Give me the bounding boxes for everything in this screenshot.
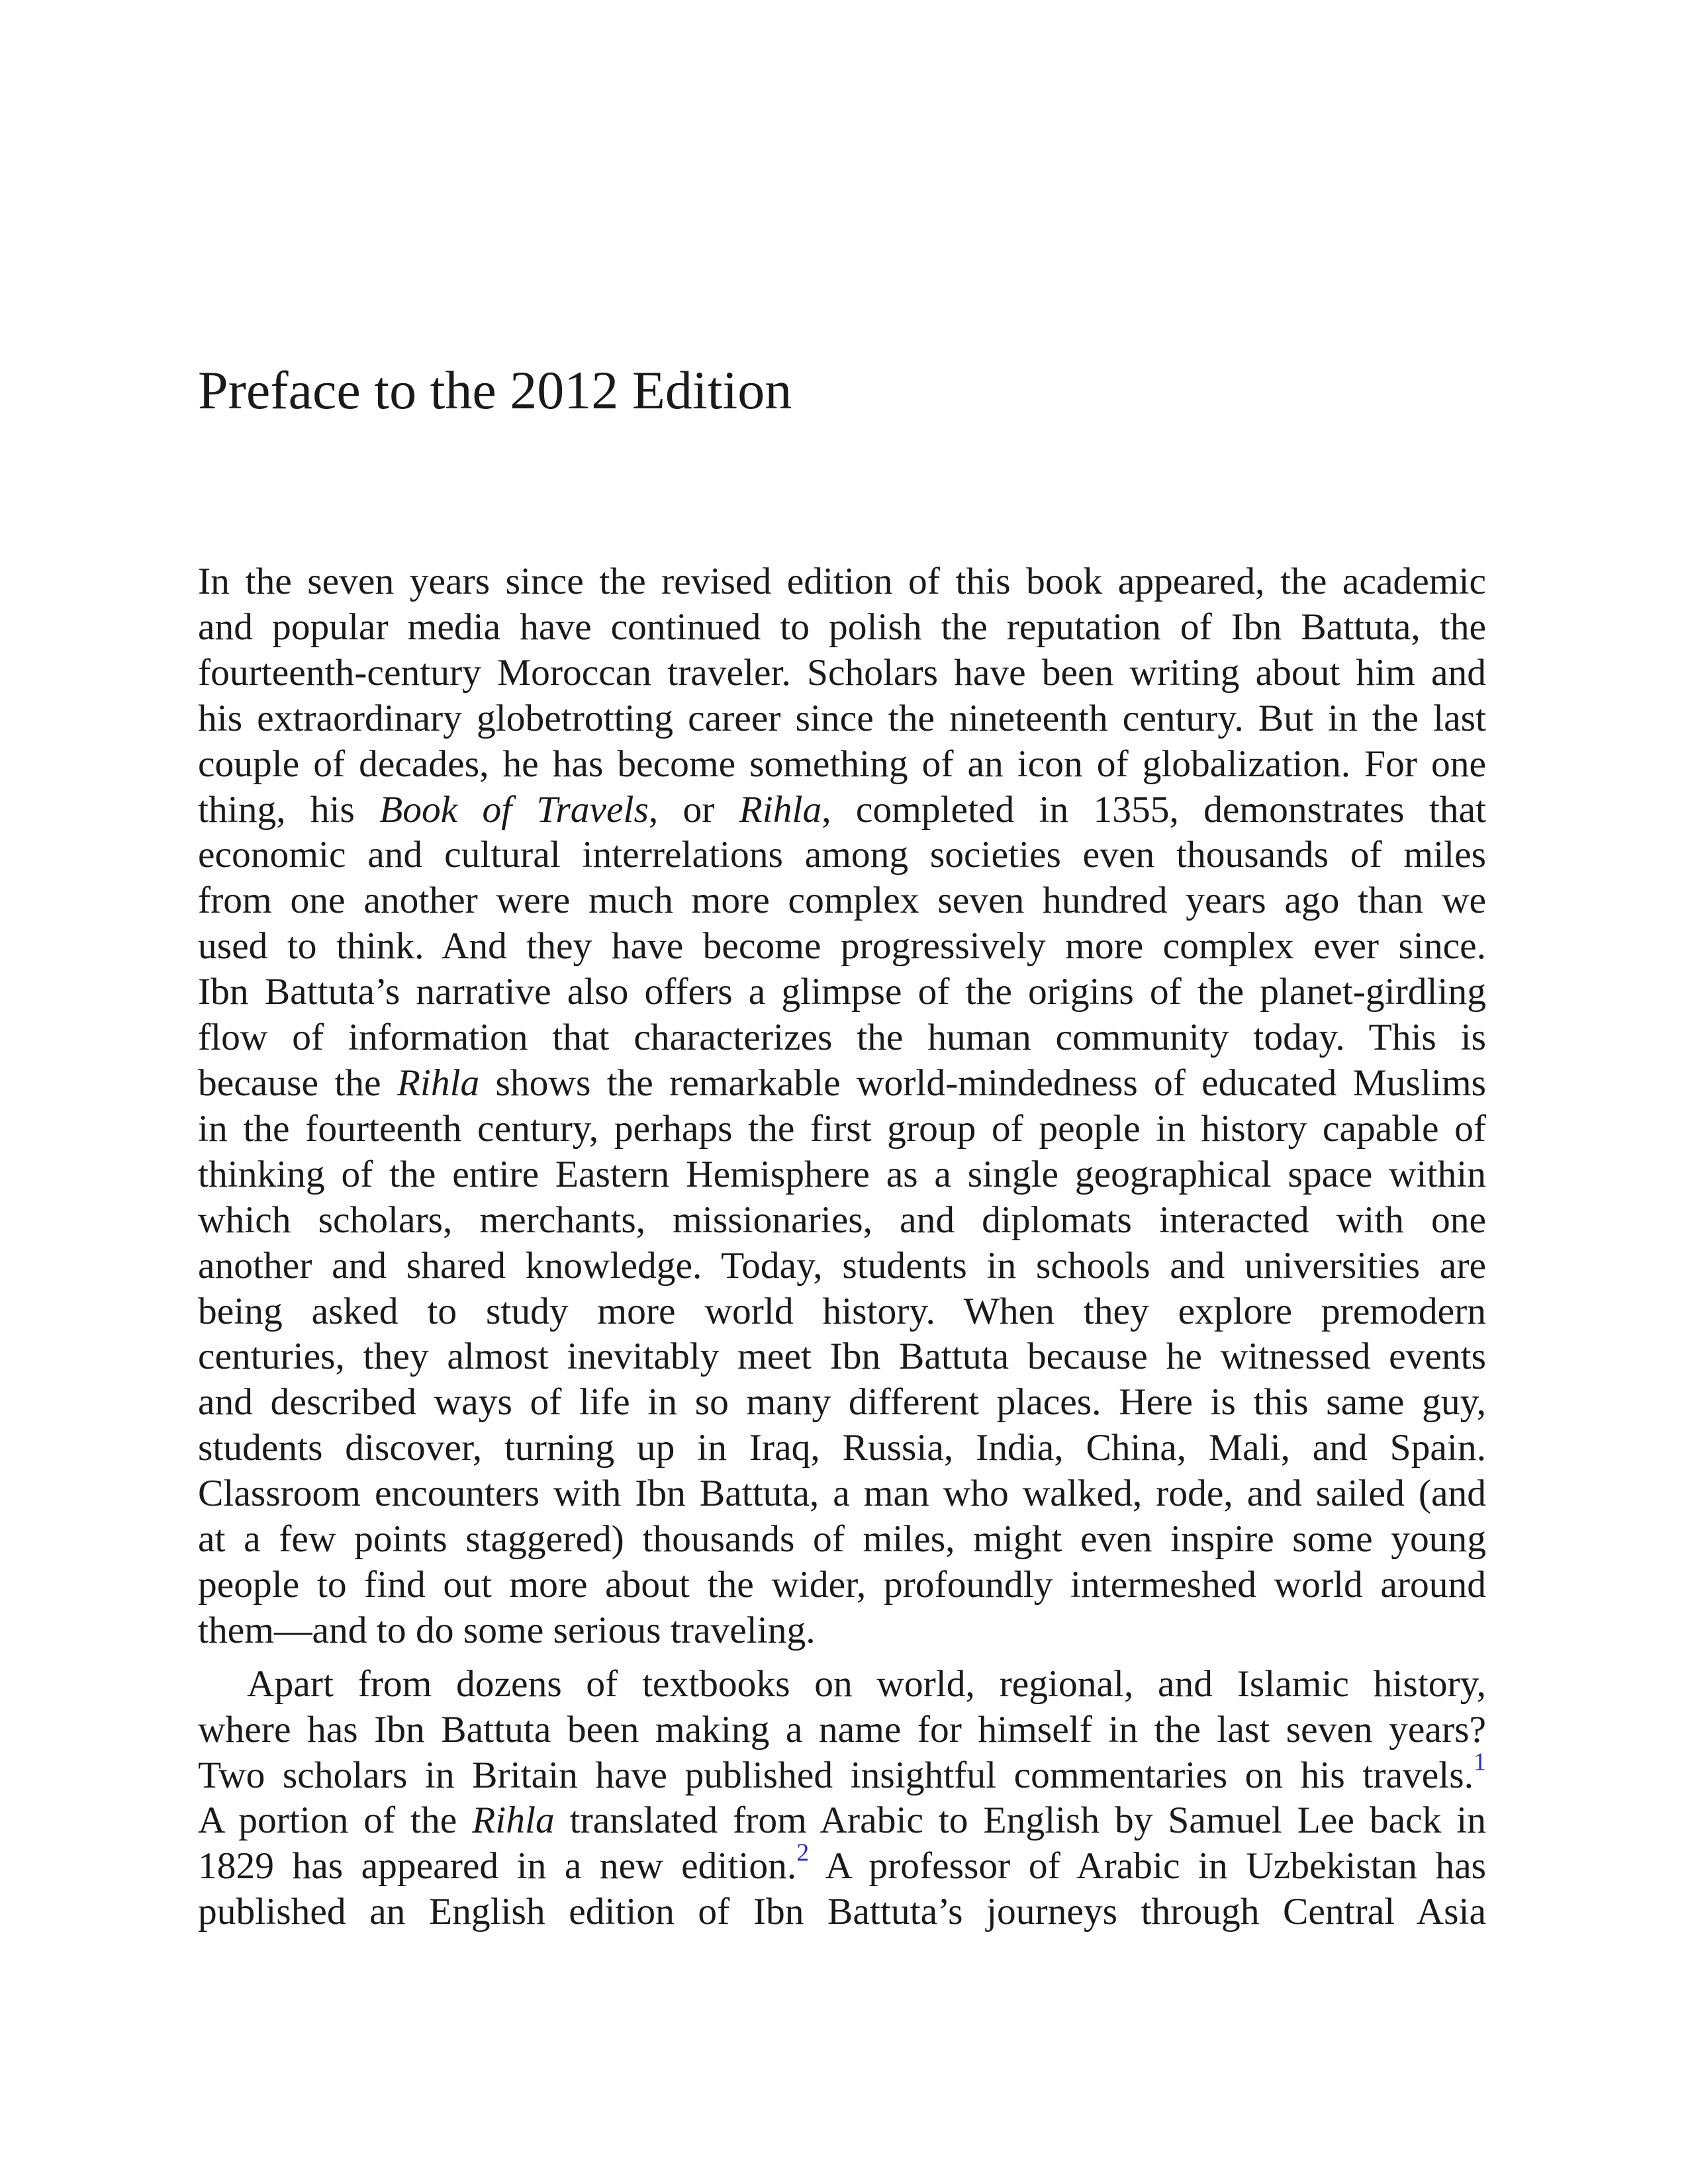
paragraph-1 xyxy=(198,559,1486,1654)
text-line: and described ways of life in so many different places. Here is this same guy, xyxy=(198,1381,1486,1424)
book-title-italic: Rihla xyxy=(739,788,822,831)
paragraph-2 xyxy=(198,1662,1486,1935)
text-line: economic and cultural interrelations among societies even thousands of miles xyxy=(198,834,1486,876)
text-line: them—and to do some serious traveling. xyxy=(198,1609,816,1651)
footnote-ref-1[interactable]: 1 xyxy=(1474,1747,1486,1776)
text-line: fourteenth-century Moroccan traveler. Scholars have been writing about him and xyxy=(198,651,1486,694)
book-title-italic: Rihla xyxy=(472,1799,555,1842)
text-line xyxy=(198,1061,1486,1107)
text-line: another and shared knowledge. Today, students in schools and universities are xyxy=(198,1244,1486,1287)
text-line: Ibn Battuta’s narrative also offers a glimpse of the origins of the planet-girdling xyxy=(198,971,1486,1013)
text-line: flow of information that characterizes the human community today. This is xyxy=(198,1017,1486,1059)
text-line xyxy=(198,1798,1486,1844)
text-line: which scholars, merchants, missionaries, and diplomats interacted with one xyxy=(198,1199,1486,1241)
text-line: from one another were much more complex seven hundred years ago than we xyxy=(198,880,1486,922)
text-line: at a few points staggered) thousands of miles, might even inspire some young xyxy=(198,1518,1486,1561)
text-line: used to think. And they have become progressively more complex ever since. xyxy=(198,925,1486,968)
text-line xyxy=(198,1747,1486,1799)
text-line: published an English edition of Ibn Battuta’s journeys through Central Asia xyxy=(198,1891,1486,1933)
chapter-title: Preface to the 2012 Edition xyxy=(198,360,792,420)
text-line: where has Ibn Battuta been making a name for himself in the last seven years? xyxy=(198,1708,1486,1751)
text-segment: because the xyxy=(198,1062,397,1104)
text-segment: 1829 has appeared in a new edition. xyxy=(198,1845,797,1888)
text-line: people to find out more about the wider, profoundly intermeshed world around xyxy=(198,1563,1486,1606)
text-line: his extraordinary globetrotting career since the nineteenth century. But in the last xyxy=(198,697,1486,739)
text-line: thinking of the entire Eastern Hemisphere as a single geographical space within xyxy=(198,1153,1486,1195)
text-line: and popular media have continued to polish the reputation of Ibn Battuta, the xyxy=(198,606,1486,648)
text-segment: shows the remarkable world-mindedness of educated Muslims xyxy=(479,1062,1486,1104)
text-line: In the seven years since the revised edition of this book appeared, the academic xyxy=(198,561,1486,602)
text-line: students discover, turning up in Iraq, Russia, India, China, Mali, and Spain. xyxy=(198,1427,1486,1469)
text-line: centuries, they almost inevitably meet Ibn Battuta because he witnessed events xyxy=(198,1336,1486,1378)
text-line: Classroom encounters with Ibn Battuta, a man who walked, rode, and sailed (and xyxy=(198,1473,1486,1515)
text-segment: thing, his xyxy=(198,788,380,831)
body-text xyxy=(198,559,1486,1935)
text-segment: translated from Arabic to English by Samuel Lee back in xyxy=(554,1799,1486,1842)
text-line: couple of decades, he has become something of an icon of globalization. For one xyxy=(198,743,1486,785)
book-title-italic: Book of Travels xyxy=(379,788,649,831)
text-segment: , or xyxy=(648,788,739,831)
text-line: being asked to study more world history. When they explore premodern xyxy=(198,1290,1486,1332)
text-segment: A portion of the xyxy=(198,1799,473,1842)
text-line xyxy=(198,788,1486,833)
text-line xyxy=(198,1839,1486,1889)
text-line: in the fourteenth century, perhaps the first group of people in history capable of xyxy=(198,1107,1486,1150)
text-segment: , completed in 1355, demonstrates that xyxy=(821,788,1486,831)
text-segment: A professor of Arabic in Uzbekistan has xyxy=(809,1845,1486,1888)
book-title-italic: Rihla xyxy=(397,1062,480,1104)
footnote-ref-2[interactable]: 2 xyxy=(796,1839,810,1867)
text-segment: Two scholars in Britain have published insightful commentaries on his travels. xyxy=(198,1754,1474,1796)
text-line: Apart from dozens of textbooks on world, regional, and Islamic history, xyxy=(247,1662,1486,1705)
